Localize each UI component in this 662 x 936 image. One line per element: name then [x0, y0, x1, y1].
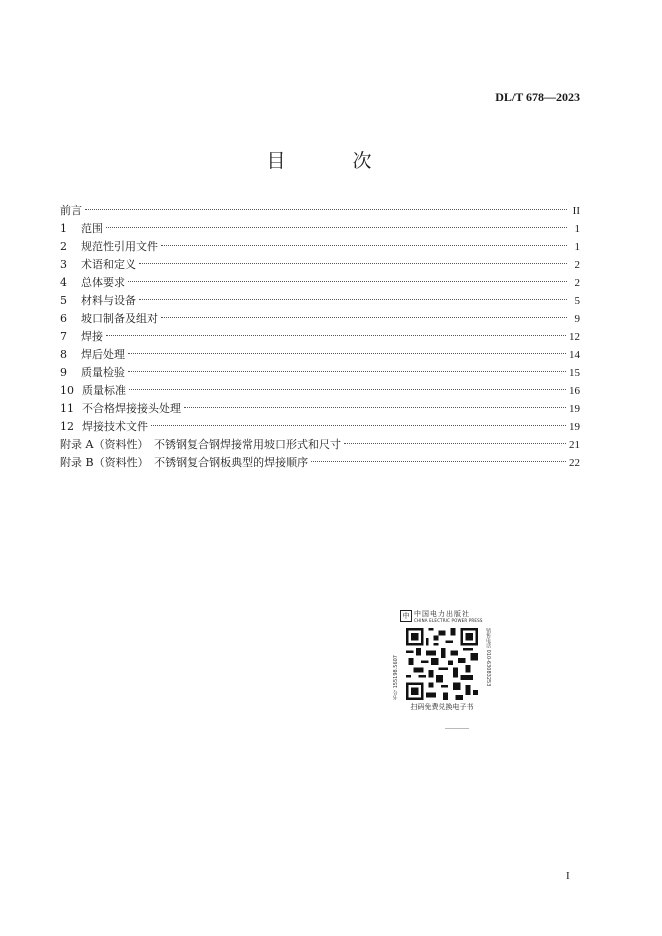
toc-entry-number: 5	[60, 294, 67, 307]
toc-leader-dots	[151, 425, 566, 426]
toc-entry[interactable]	[60, 256, 580, 274]
toc-entry-page: 5	[574, 295, 580, 307]
toc-entry[interactable]	[60, 328, 580, 346]
toc-leader-dots	[161, 245, 567, 246]
toc-entry-page: 16	[569, 385, 580, 397]
toc-leader-dots	[139, 263, 567, 264]
qr-block	[392, 606, 492, 732]
toc-entry-label: 焊接技术文件	[82, 420, 148, 433]
toc-leader-dots	[311, 461, 566, 462]
page-number: I	[566, 870, 570, 882]
toc-entry-page: 21	[569, 439, 580, 451]
toc-entry[interactable]	[60, 454, 580, 472]
toc-entry[interactable]	[60, 202, 580, 220]
publisher-name: 中国电力出版社	[414, 609, 470, 618]
toc-entry-number: 12	[60, 420, 74, 433]
toc-entry[interactable]	[60, 418, 580, 436]
toc-leader-dots	[344, 443, 566, 444]
toc-entry-label: 范围	[81, 222, 103, 235]
toc-entry[interactable]	[60, 310, 580, 328]
toc-entry-label: 规范性引用文件	[81, 240, 158, 253]
divider	[445, 728, 469, 729]
toc-entry-number: 3	[60, 258, 67, 271]
toc-leader-dots	[129, 389, 566, 390]
toc-entry[interactable]	[60, 436, 580, 454]
toc-entry-label: 坡口制备及组对	[81, 312, 158, 325]
toc-entry-label: 焊后处理	[81, 348, 125, 361]
toc-entry-page: 2	[574, 277, 580, 289]
toc-entry[interactable]	[60, 220, 580, 238]
toc-entry-number: 11	[60, 402, 74, 415]
toc-entry-number: 附录 B	[60, 456, 94, 469]
toc-leader-dots	[106, 335, 566, 336]
toc-leader-dots	[106, 227, 567, 228]
toc-entry-page: 22	[569, 457, 580, 469]
toc-entry[interactable]	[60, 382, 580, 400]
standard-code: DL/T 678—2023	[495, 90, 580, 104]
publisher-name-en: CHINA ELECTRIC POWER PRESS	[414, 617, 483, 623]
publisher-logo	[400, 606, 488, 626]
toc-entry-page: 14	[569, 349, 580, 361]
toc-entry-number: 2	[60, 240, 67, 253]
toc-entry-number: 8	[60, 348, 67, 361]
toc-leader-dots	[85, 209, 567, 210]
toc-leader-dots	[128, 281, 567, 282]
toc-leader-dots	[161, 317, 567, 318]
toc-entry-page: 19	[569, 403, 580, 415]
toc-entry-page: 19	[569, 421, 580, 433]
toc-entry-page: II	[572, 205, 580, 217]
qr-phone-text: 销售电话 010-63083253	[485, 628, 491, 687]
toc-entry-label: 质量检验	[81, 366, 125, 379]
toc-entry-label: 术语和定义	[81, 258, 136, 271]
toc-entry-label: 总体要求	[81, 276, 125, 289]
toc-leader-dots	[184, 407, 566, 408]
toc-entry-number: 4	[60, 276, 67, 289]
toc-entry-label: 焊接	[81, 330, 103, 343]
toc-entry-page: 9	[574, 313, 580, 325]
qr-isbn-text: 书号 155198.5607	[393, 655, 399, 700]
toc-entry-label: 质量标准	[82, 384, 126, 397]
toc-entry-number: 7	[60, 330, 67, 343]
toc-entry[interactable]	[60, 364, 580, 382]
toc-entry-number: 9	[60, 366, 67, 379]
toc-entry[interactable]	[60, 274, 580, 292]
toc-entry[interactable]	[60, 346, 580, 364]
toc-entry-label: 材料与设备	[81, 294, 136, 307]
toc-leader-dots	[128, 371, 566, 372]
toc-leader-dots	[128, 353, 566, 354]
toc-entry-label: 不合格焊接接头处理	[82, 402, 181, 415]
toc-entry-number: 1	[60, 222, 67, 235]
toc-entry[interactable]	[60, 292, 580, 310]
toc-entry-number: 附录 A	[60, 438, 94, 451]
publisher-logo-icon: 中	[400, 610, 412, 622]
toc-entry-number: 10	[60, 384, 74, 397]
toc-entry-label: （资料性） 不锈钢复合钢板典型的焊接顺序	[93, 456, 309, 469]
toc-entry-page: 12	[569, 331, 580, 343]
toc-entry-number: 6	[60, 312, 67, 325]
toc-entry-page: 1	[574, 241, 580, 253]
table-of-contents	[60, 202, 580, 472]
toc-entry-page: 1	[574, 223, 580, 235]
qr-caption: 扫码免费兑换电子书	[410, 703, 474, 711]
toc-entry[interactable]	[60, 400, 580, 418]
qr-code-icon[interactable]	[406, 628, 478, 700]
toc-entry-page: 15	[569, 367, 580, 379]
toc-entry-label: 前言	[60, 204, 82, 217]
toc-leader-dots	[139, 299, 567, 300]
toc-entry[interactable]	[60, 238, 580, 256]
page-title: 目 次	[266, 150, 396, 172]
toc-entry-label: （资料性） 不锈钢复合钢焊接常用坡口形式和尺寸	[93, 438, 341, 451]
toc-entry-page: 2	[574, 259, 580, 271]
